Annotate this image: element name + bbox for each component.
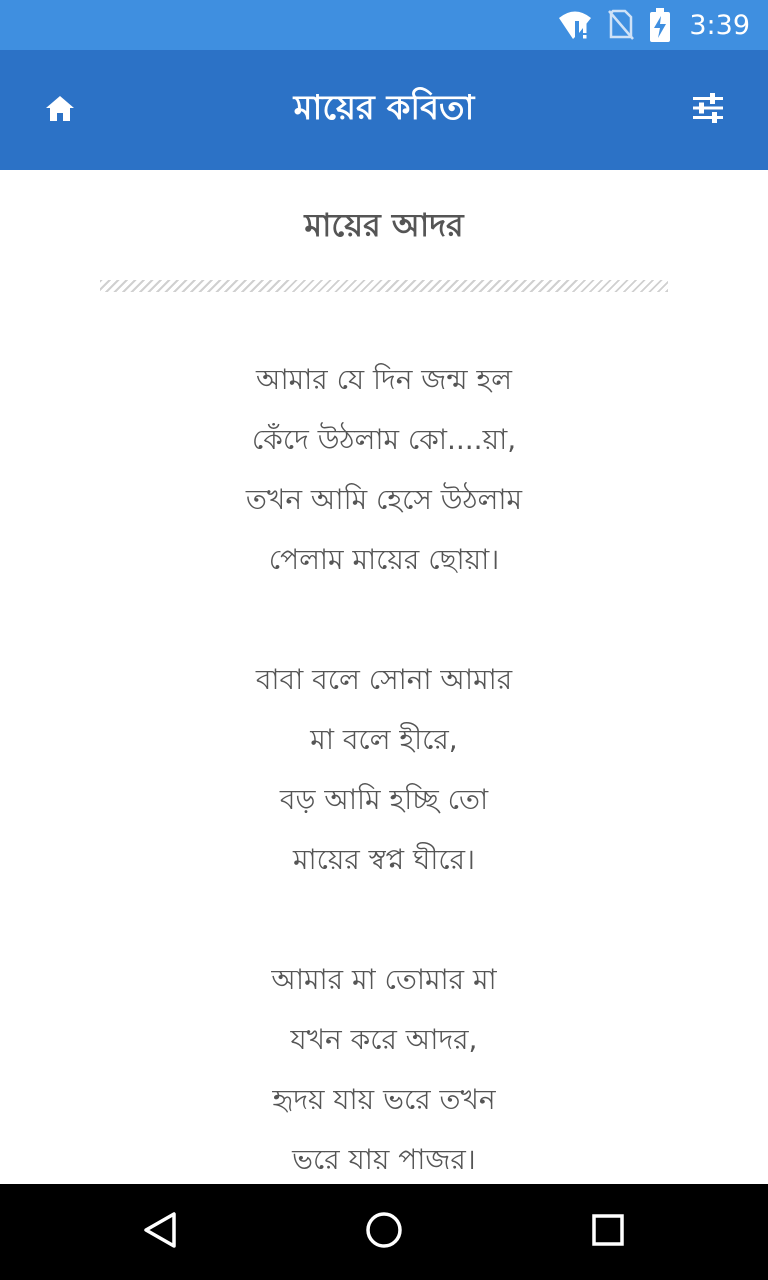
settings-sliders-icon: [692, 93, 724, 127]
poem-line: বাবা বলে সোনা আমার: [255, 663, 513, 696]
stanza-3: [0, 950, 768, 1184]
app-title: মায়ের কবিতা: [293, 87, 475, 128]
poem-line: পেলাম মায়ের ছোয়া।: [268, 543, 500, 576]
poem-line: আমার মা তোমার মা: [271, 963, 497, 996]
wifi-alert-icon: [557, 0, 593, 50]
status-bar: [0, 0, 768, 50]
poem-line: আমার যে দিন জন্ম হল: [255, 363, 513, 396]
back-icon: [140, 1210, 180, 1254]
poem-line: হৃদয় যায় ভরে তখন: [272, 1083, 496, 1116]
back-button[interactable]: [130, 1202, 190, 1262]
home-button[interactable]: [30, 80, 90, 140]
recents-icon: [588, 1210, 628, 1254]
hatched-divider: [100, 280, 668, 292]
status-time: 3:39: [689, 9, 750, 41]
poem-line: মায়ের স্বপ্ন ঘীরে।: [292, 843, 476, 876]
navigation-bar: [0, 1184, 768, 1280]
app-bar: [0, 50, 768, 170]
poem-title: মায়ের আদর: [304, 206, 464, 244]
poem-line: ভরে যায় পাজর।: [292, 1143, 476, 1176]
settings-button[interactable]: [678, 80, 738, 140]
poem-line: বড় আমি হচ্ছি তো: [279, 783, 489, 816]
poem-line: মা বলে হীরে,: [310, 723, 458, 756]
poem-line: যখন করে আদর,: [290, 1023, 478, 1056]
stanza-1: [0, 350, 768, 590]
poem-line: কেঁদে উঠলাম কো....য়া,: [251, 423, 517, 456]
poem-line: তখন আমি হেসে উঠলাম: [245, 483, 523, 516]
battery-charging-icon: [649, 0, 671, 50]
stanza-2: [0, 650, 768, 890]
home-icon: [44, 94, 76, 126]
poem-body: [0, 350, 768, 1184]
home-nav-button[interactable]: [354, 1202, 414, 1262]
recents-button[interactable]: [578, 1202, 638, 1262]
home-circle-icon: [364, 1210, 404, 1254]
no-sim-icon: [607, 0, 635, 50]
poem-content[interactable]: [0, 170, 768, 1184]
